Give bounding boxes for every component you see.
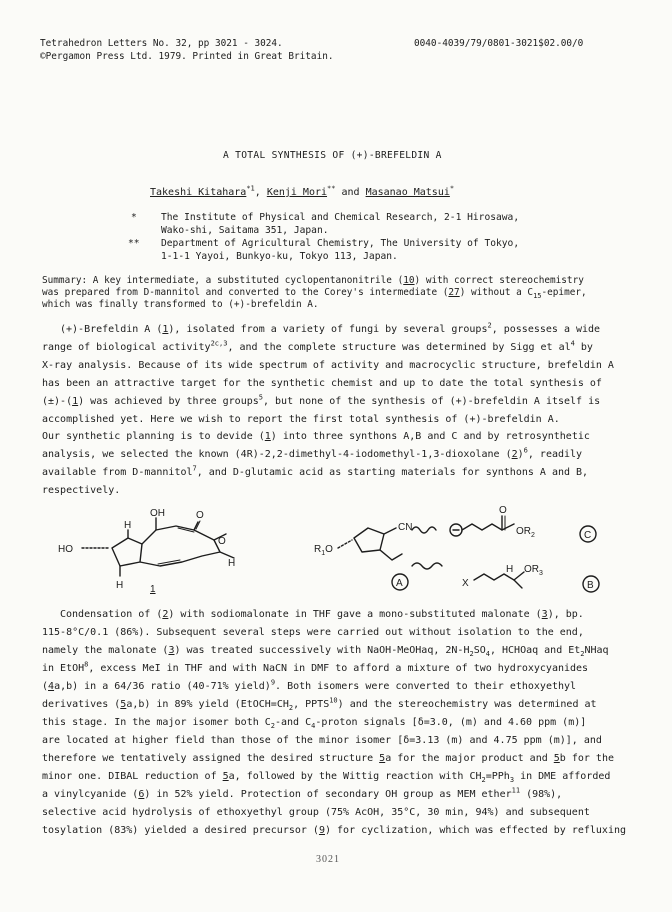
macrolide-upper-chain (142, 526, 226, 544)
label-ho: HO (58, 544, 73, 555)
label-carbonyl-o: O (196, 510, 204, 521)
body-line: analysis, we selected the known (4R)-2,2-dimethyl-4-iodomethyl-1,3-dioxolane $(2)^6$, readily (42, 446, 583, 460)
summary-line: was prepared from D-mannitol and converted to the Corey's intermediate (27) without a $C_{15}$-epimer, (42, 287, 587, 300)
author-separator: and (335, 187, 366, 198)
label-cn: CN (398, 522, 413, 533)
label-h-right: H (228, 558, 236, 569)
journal-citation: Tetrahedron Letters No. 32, pp 3021 - 3024. (40, 38, 283, 49)
affiliation-line: Wako-shi, Saitama 351, Japan. (161, 225, 329, 236)
article-code: 0040-4039/79/0801-3021$02.00/0 (414, 38, 584, 49)
author-mark: *1 (246, 184, 255, 193)
synthon-b-methyl (514, 580, 522, 588)
author-mark: ** (327, 184, 336, 193)
label-or2: $OR_2$ (516, 526, 535, 539)
body-line: minor one. DIBAL reduction of 5a, followed by the Wittig reaction with $CH_2=PPh_3$ in DME afforded (42, 771, 611, 784)
body-line: a vinylcyanide (6) in 52% yield. Protection of secondary OH group as MEM ether$^{11}$ (98%), (42, 786, 563, 800)
author-separator: , (254, 187, 267, 198)
synthon-a-cn-bond (384, 528, 396, 534)
double-bond-lines (158, 528, 194, 564)
author-matsui: Masanao Matsui (365, 187, 450, 198)
label-ketone-o: O (499, 505, 507, 516)
label-r1o: $R_1O$ (314, 544, 333, 557)
disconnection-mark (412, 527, 436, 533)
retrosynthesis-scheme (0, 500, 672, 600)
summary-line: which was finally transformed to (+)-brefeldin A. (42, 299, 319, 310)
synthon-a-hash-bond (338, 540, 352, 548)
synthon-a-ring (354, 528, 384, 552)
affiliation-mark: ** (128, 238, 140, 249)
label-b: B (587, 580, 594, 591)
body-line: this stage. In the major isomer both $C_2$-and $C_4$-proton signals [δ=3.0, (m) and 4.60 ppm (m)] (42, 717, 587, 730)
body-line: tosylation (83%) yielded a desired precursor (9) for cyclization, which was effected by refluxing (42, 825, 627, 836)
body-line: range of biological activity$^{2c,3}$, and the complete structure was determined by Sigg et $al^4$ by (42, 339, 593, 353)
body-line: has been an attractive target for the synthetic chemist and up to date the total synthesis of (42, 378, 602, 389)
body-line: Condensation of (2) with sodiomalonate in THF gave a mono-substituted malonate (3), bp. (60, 609, 584, 620)
synthon-a-vinyl (380, 550, 402, 560)
body-line: therefore we tentatively assigned the desired structure 5a for the major product and 5b for the (42, 753, 614, 764)
body-line: (+)-Brefeldin A (1), isolated from a variety of fungi by several groups$^2$, possesses a wide (60, 321, 601, 335)
body-line: (4a,b) in a 64/36 ratio (40-71% yield)$^9$. Both isomers were converted to their ethoxyethyl (42, 678, 577, 692)
author-kitahara: Takeshi Kitahara (150, 187, 247, 198)
summary-line: Summary: A key intermediate, a substituted cyclopentanonitrile (10) with correct stereochemistry (42, 275, 584, 286)
body-line: X-ray analysis. Because of its wide spectrum of activity and macrocyclic structure, brefeldin A (42, 360, 614, 371)
disconnection-mark (412, 563, 442, 569)
body-line: available from D-mannitol$^7$, and D-glutamic acid as starting materials for synthons A and B, (42, 464, 589, 478)
copyright-line: ©Pergamon Press Ltd. 1979. Printed in Great Britain. (40, 51, 334, 62)
body-line: Our synthetic planning is to devide (1) into three synthons A,B and C and by retrosynthetic (42, 431, 590, 442)
author-mark: * (449, 184, 455, 193)
label-or3: $OR_3$ (524, 564, 543, 577)
affiliation-line: 1-1-1 Yayoi, Bunkyo-ku, Tokyo 113, Japan. (161, 251, 398, 262)
author-line (150, 186, 454, 200)
body-line: 115-8°C/0.1 (86%). Subsequent several steps were carried out without isolation to the end, (42, 627, 584, 638)
label-h-bottom: H (116, 580, 124, 591)
body-line: are located at higher field than those of the minor isomer [δ=3.13 (m) and 4.75 ppm (m)], and (42, 735, 602, 746)
page-number: 3021 (316, 854, 340, 865)
paper-title: A TOTAL SYNTHESIS OF (+)-BREFELDIN A (223, 150, 442, 161)
affiliation-line: The Institute of Physical and Chemical Research, 2-1 Hirosawa, (161, 212, 520, 223)
body-line: derivatives (5a,b) in 89% yield ($EtOCH=CH_2$, PPTS$^{10}$) and the stereochemistry was determined at (42, 696, 597, 712)
body-line: selective acid hydrolysis of ethoxyethyl group (75% AcOH, 35°C, 30 min, 94%) and subsequent (42, 807, 590, 818)
label-h: H (506, 564, 514, 575)
body-line: (±)-(1) was achieved by three groups$^5$, but none of the synthesis of (+)-brefeldin A itself is (42, 393, 601, 407)
label-ring-o: O (218, 536, 226, 547)
cyclopentane-ring (112, 538, 142, 566)
label-x: X (462, 578, 469, 589)
body-line: in EtOH$^8$, excess MeI in THF and with NaCN in DMF to afford a mixture of two hydroxycyanides (42, 660, 589, 674)
author-mori: Kenji Mori (266, 187, 328, 198)
compound-number: 1 (150, 584, 156, 595)
label-a: A (396, 578, 403, 589)
body-line: respectively. (42, 485, 121, 496)
label-oh: OH (150, 508, 165, 519)
synthon-c-chain (462, 524, 514, 530)
body-line: accomplished yet. Here we wish to report the first total synthesis of (+)-brefeldin A. (42, 414, 560, 425)
synthon-b-chain (474, 572, 524, 580)
affiliation-mark: * (131, 212, 137, 223)
label-h-top: H (124, 520, 132, 531)
affiliation-line: Department of Agricultural Chemistry, The University of Tokyo, (161, 238, 520, 249)
macrolide-lower-chain (140, 552, 220, 566)
body-line: namely the malonate (3) was treated successively with NaOH-MeOHaq, $2N-H_2SO_4$, HCHOaq and $Et_2NHaq$ (42, 645, 609, 658)
label-c: C (584, 530, 592, 541)
